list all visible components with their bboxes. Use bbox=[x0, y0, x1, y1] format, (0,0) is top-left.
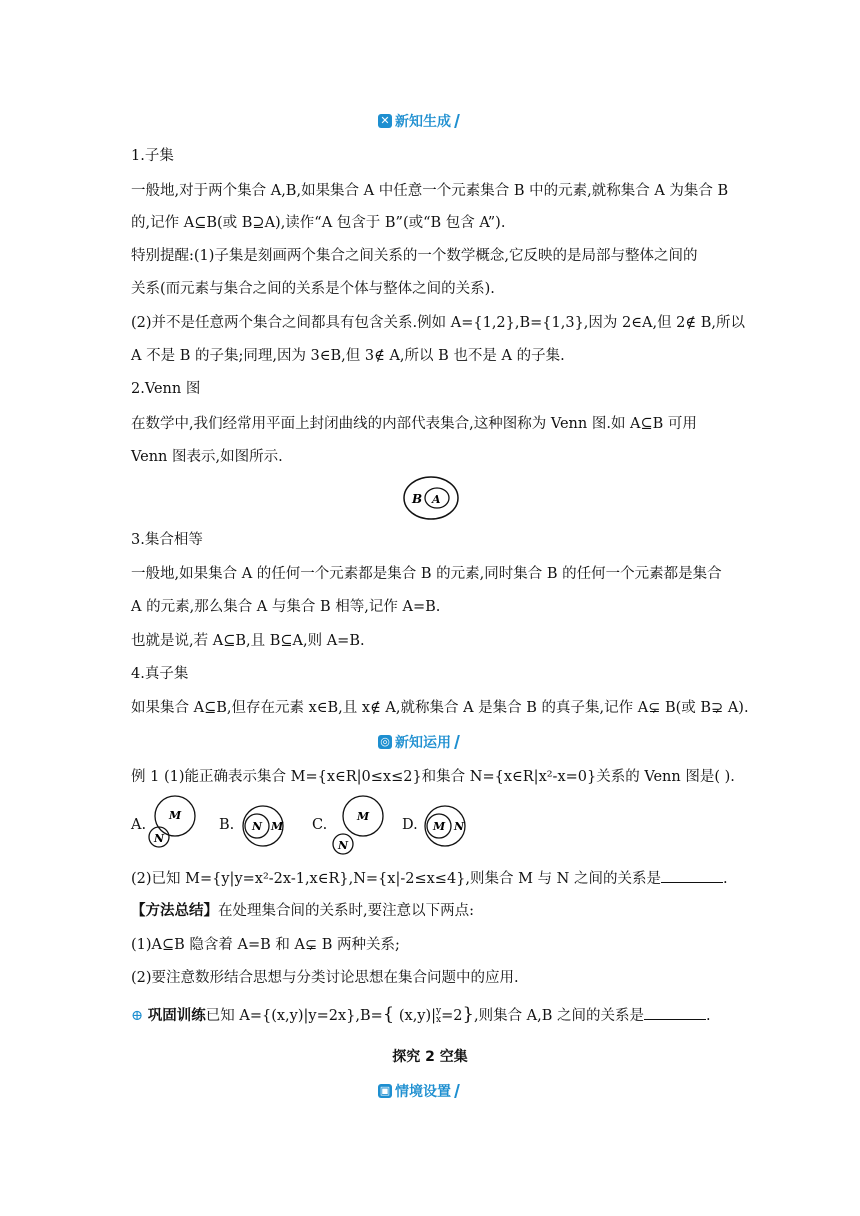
paragraph-line: 一般地,对于两个集合 A,B,如果集合 A 中任意一个元素集合 B 中的元素,就称集合 A 为集合 B bbox=[131, 183, 729, 199]
paragraph-line: 也就是说,若 A⊆B,且 B⊆A,则 A=B. bbox=[131, 633, 365, 649]
paragraph-line: 的,记作 A⊆B(或 B⊇A),读作“A 包含于 B”(或“B 包含 A”). bbox=[131, 215, 506, 231]
option-b-diagram bbox=[238, 804, 288, 848]
example-1-part-2 bbox=[131, 868, 728, 889]
banner-title: 新知运用 bbox=[395, 735, 451, 751]
paragraph-line: A 不是 B 的子集;同理,因为 3∈B,但 3∉ A,所以 B 也不是 A 的子集. bbox=[131, 348, 565, 364]
banner-icon: ▣ bbox=[379, 1084, 391, 1097]
banner-tail bbox=[454, 1084, 470, 1098]
banner-new-knowledge bbox=[378, 111, 468, 131]
method-summary-text: 在处理集合间的关系时,要注意以下两点: bbox=[218, 903, 474, 919]
venn-label-b: B bbox=[412, 492, 423, 506]
banner-icon: ◎ bbox=[378, 735, 392, 749]
label-m: M bbox=[357, 810, 370, 823]
paragraph-line: A 的元素,那么集合 A 与集合 B 相等,记作 A=B. bbox=[131, 599, 441, 615]
section-heading: 探究 2 空集 bbox=[392, 1049, 468, 1065]
paragraph-line: 一般地,如果集合 A 的任何一个元素都是集合 B 的元素,同时集合 B 的任何一个元素都是集合 bbox=[131, 566, 722, 582]
practice-text: 已知 A={(x,y)|y=2x},B= bbox=[205, 1008, 383, 1024]
example-1-part-1: 例 1 (1)能正确表示集合 M={x∈R|0≤x≤2}和集合 N={x∈R|x²-x=0}关系的 Venn 图是( ). bbox=[131, 769, 735, 785]
label-m: M bbox=[169, 809, 182, 822]
section-3-title: 3.集合相等 bbox=[131, 532, 203, 548]
label-n: N bbox=[454, 820, 465, 833]
option-a-label: A. bbox=[131, 817, 147, 833]
option-b-label: B. bbox=[219, 817, 235, 833]
label-n: N bbox=[252, 820, 263, 833]
practice-question: ,则集合 A,B 之间的关系是 bbox=[473, 1008, 645, 1024]
label-n: N bbox=[154, 832, 165, 845]
method-summary-tag: 【方法总结】 bbox=[131, 903, 218, 919]
paragraph-line: (2)并不是任意两个集合之间都具有包含关系.例如 A={1,2},B={1,3},因为 2∈A,但 2∉ B,所以 bbox=[131, 315, 746, 331]
paragraph-line: Venn 图表示,如图所示. bbox=[131, 449, 283, 465]
fraction-numerator: y bbox=[436, 1006, 442, 1016]
option-c-diagram bbox=[330, 794, 386, 860]
target-icon: ⊕ bbox=[131, 1008, 144, 1024]
vertical-bar: | bbox=[431, 1008, 437, 1024]
example-1-part-2-text: (2)已知 M={y|y=x²-2x-1,x∈R},N={x|-2≤x≤4},则集合 M 与 N 之间的关系是 bbox=[131, 871, 661, 887]
option-d-diagram bbox=[420, 804, 470, 848]
label-m: M bbox=[433, 820, 446, 833]
method-point-2: (2)要注意数形结合思想与分类讨论思想在集合问题中的应用. bbox=[131, 970, 519, 986]
fraction-denominator: x bbox=[436, 1015, 442, 1025]
banner-title: 新知生成 bbox=[395, 114, 451, 130]
section-2-title: 2.Venn 图 bbox=[131, 381, 201, 397]
practice-tag: 巩固训练 bbox=[147, 1008, 206, 1024]
answer-blank[interactable] bbox=[661, 868, 723, 883]
method-point-1: (1)A⊆B 隐含着 A=B 和 A⊊ B 两种关系; bbox=[131, 937, 400, 953]
banner-title: 情境设置 bbox=[395, 1084, 451, 1100]
banner-application bbox=[378, 732, 468, 752]
period: . bbox=[706, 1008, 711, 1024]
left-brace: { bbox=[382, 1004, 395, 1025]
paragraph-line: 在数学中,我们经常用平面上封闭曲线的内部代表集合,这种图称为 Venn 图.如 A⊆B 可用 bbox=[131, 416, 697, 432]
answer-blank[interactable] bbox=[644, 1005, 706, 1020]
option-d-label: D. bbox=[402, 817, 418, 833]
banner-scenario bbox=[378, 1081, 468, 1101]
paragraph-line: 关系(而元素与集合之间的关系是个体与整体之间的关系). bbox=[131, 281, 495, 297]
section-4-title: 4.真子集 bbox=[131, 666, 189, 682]
practice-equation: =2 bbox=[441, 1008, 463, 1024]
paragraph-line: 如果集合 A⊆B,但存在元素 x∈B,且 x∉ A,就称集合 A 是集合 B 的真子集,记作 A⊊ B(或 B⊋ A). bbox=[131, 700, 749, 716]
practice-set-element: (x,y) bbox=[398, 1008, 432, 1024]
venn-diagram bbox=[402, 474, 460, 522]
option-a-diagram bbox=[145, 792, 205, 854]
practice-exercise bbox=[131, 1005, 711, 1026]
banner-tail bbox=[454, 735, 470, 749]
label-n: N bbox=[338, 839, 349, 852]
banner-tail bbox=[454, 114, 470, 128]
method-summary bbox=[131, 901, 474, 921]
option-c-label: C. bbox=[312, 817, 328, 833]
paragraph-line: 特别提醒:(1)子集是刻画两个集合之间关系的一个数学概念,它反映的是局部与整体之间的 bbox=[131, 248, 698, 264]
period: . bbox=[722, 871, 728, 887]
banner-icon: ✕ bbox=[378, 114, 392, 128]
venn-label-a: A bbox=[432, 493, 441, 506]
label-m: M bbox=[271, 820, 284, 833]
right-brace: } bbox=[462, 1004, 474, 1025]
section-1-title: 1.子集 bbox=[131, 148, 174, 164]
